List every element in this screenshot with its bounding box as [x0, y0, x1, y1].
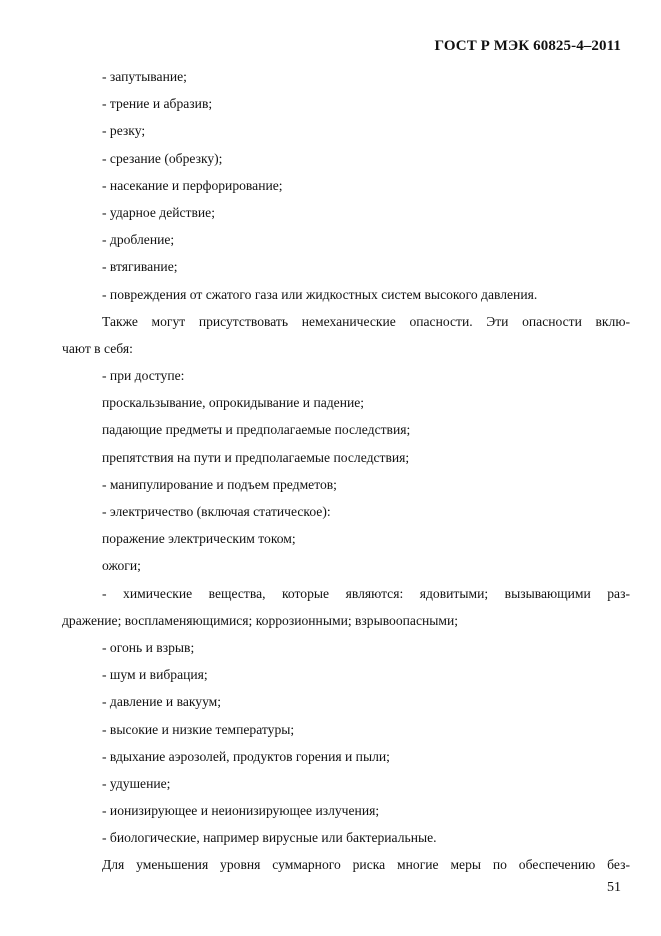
- body-text: [62, 63, 630, 879]
- list-item: - срезание (обрезку);: [102, 150, 223, 166]
- list-item: - дробление;: [102, 232, 175, 248]
- sub-item: поражение электрическим током;: [102, 531, 296, 547]
- list-item: - манипулирование и подъем предметов;: [102, 476, 337, 492]
- list-item: - огонь и взрыв;: [102, 639, 195, 655]
- paragraph-line: Для уменьшения уровня суммарного риска многие меры по обеспечению без-: [102, 857, 630, 873]
- list-item: - насекание и перфорирование;: [102, 177, 283, 193]
- list-item: - втягивание;: [102, 259, 178, 275]
- sub-item: проскальзывание, опрокидывание и падение;: [102, 395, 365, 411]
- sub-item: препятствия на пути и предполагаемые последствия;: [102, 449, 410, 465]
- list-item: - электричество (включая статическое):: [102, 504, 331, 519]
- list-item: - резку;: [102, 123, 146, 139]
- sub-item: падающие предметы и предполагаемые последствия;: [102, 422, 411, 438]
- list-item: - запутывание;: [102, 69, 187, 84]
- list-item: - высокие и низкие температуры;: [102, 721, 295, 737]
- list-item: - трение и абразив;: [102, 96, 213, 112]
- sub-item: ожоги;: [102, 558, 141, 574]
- list-item: - биологические, например вирусные или бактериальные.: [102, 830, 437, 846]
- list-item: - повреждения от сжатого газа или жидкостных систем высокого давления.: [102, 286, 538, 302]
- page-number: 51: [607, 880, 621, 895]
- list-item: - ударное действие;: [102, 204, 215, 220]
- list-item: - удушение;: [102, 775, 171, 791]
- list-item: - химические вещества, которые являются: ядовитыми; вызывающими раз-: [102, 585, 630, 601]
- paragraph-line: чают в себя:: [62, 340, 133, 356]
- list-item: - при доступе:: [102, 368, 185, 384]
- list-item: - давление и вакуум;: [102, 694, 222, 710]
- list-item: - вдыхание аэрозолей, продуктов горения и пыли;: [102, 748, 390, 764]
- paragraph-line: Также могут присутствовать немеханические опасности. Эти опасности вклю-: [102, 313, 630, 329]
- list-item-continuation: дражение; воспламеняющимися; коррозионными; взрывоопасными;: [62, 612, 459, 628]
- list-item: - ионизирующее и неионизирующее излучения;: [102, 803, 380, 819]
- page-header-standard-id: ГОСТ Р МЭК 60825-4–2011: [434, 38, 621, 54]
- list-item: - шум и вибрация;: [102, 667, 208, 683]
